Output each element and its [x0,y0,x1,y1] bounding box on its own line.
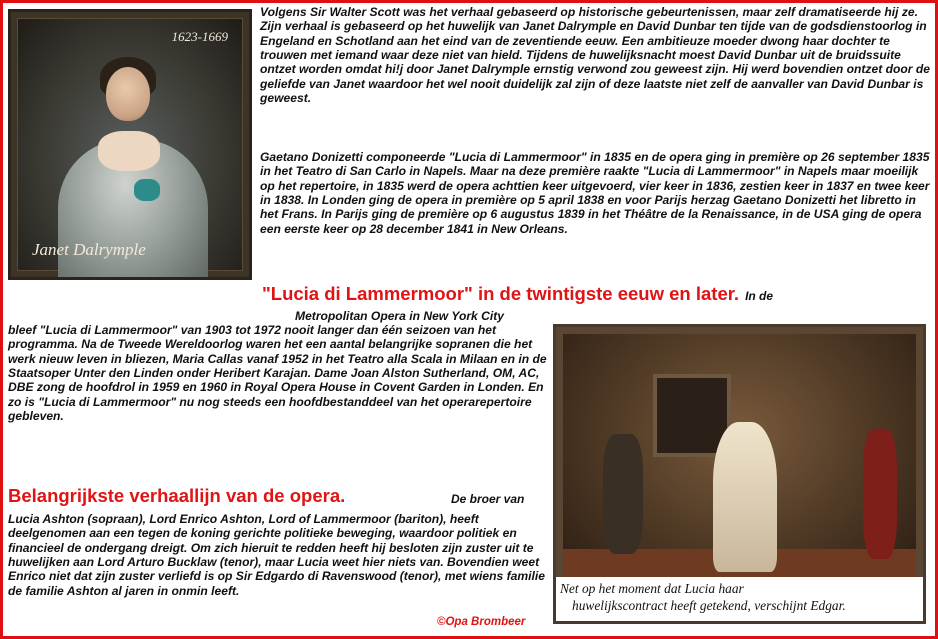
portrait-canvas [17,18,243,271]
portrait-janet-dalrymple [8,9,252,280]
portrait-face [106,67,150,121]
heading-storyline-title: Belangrijkste verhaallijn van de opera. [8,485,346,506]
paragraph-metropolitan: bleef "Lucia di Lammermoor" van 1903 tot 1972 nooit langer dan één seizoen van het programma. Na de Tweede Wereldoorlog waren het een aantal belangrijke sopranen die het werk nieuw leven in bliezen, Maria Callas vanaf 1952 in het Teatro alla Scala in Milaan en in de Staatsoper Unter den Linden onder Heribert Karajan. Dame Joan Alston Sutherland, OM, AC, DBE zong de hoofdrol in 1959 en 1960 in Royal Opera House in Covent Garden in Londen. En zo is "Lucia di Lammermoor" nu nog steeds een hoofdbestanddeel van het operarepertoire gebleven. [8,323,547,424]
paragraph-walter-scott: Volgens Sir Walter Scott was het verhaal gebaseerd op historische gebeurtenissen, maar zelf dramatiseerde hij ze. Zijn verhaal is gebaseerd op het huwelijk van Janet Dalrymple en David Dunbar ten tijde van de godsdienstoorlog in Engeland en Schotland aan het eind van de zeventiende eeuw. Een ambitieuze moeder dwong haar dochter te trouwen met iemand waar deze niet van hield. Tijdens de huwelijksnacht moest David Dunbar uit de bruidssuite ontzet worden omdat hi!j door Janet Dalrymple ernstig verwond zou geweest zijn. Hij werd bovendien ontzet door de geliefde van Janet waardoor het wel nooit duidelijk zal zijn of deze laatste niet zelf de aanvaller van David Dunbar is geweest. [260,5,930,106]
painting-scene [563,334,916,584]
painting-caption [556,577,923,621]
portrait-name: Janet Dalrymple [32,240,146,259]
painting-figure-left [603,434,643,554]
paragraph-donizetti: Gaetano Donizetti componeerde "Lucia di Lammermoor" in 1835 en de opera ging in première op 26 september 1835 in het Teatro di San Carlo in Napels. Maar na deze première raakte "Lucia di Lammermoor" in Napels maar moeilijk op het repertoire, in 1835 werd de opera achttien keer uitgevoerd, vier keer in 1836, zestien keer in 1837 en twee keer in 1838. In Londen ging de opera in première op 5 april 1838 en voor Parijs herzag Gaetano Donizetti het libretto in het Frans. In Parijs ging de première op 6 augustus 1839 in het Théâtre de la Renaissance, in de USA ging de opera een eerste keer op 28 december 1841 in New Orleans. [260,150,930,236]
paragraph-storyline: Lucia Ashton (sopraan), Lord Enrico Ashton, Lord of Lammermoor (bariton), heeft deelgenomen aan een tegen de koning gerichte politieke beweging, waardoor politiek en financieel de ondergang dreigt. Om zich hieruit te redden heeft hij besloten zijn zuster uit te huwelijken aan Lord Arturo Bucklaw (tenor), maar Lucia weet hier niets van. Bovendien weet Enrico niet dat zijn zuster verliefd is op Sir Edgardo di Ravenswood (tenor), met wiens familie de familie Ashton al jaren in onmin leeft. [8,512,545,598]
heading-twentieth-century-tail: In de [745,289,774,303]
painting-caption-line2: huwelijkscontract heeft getekend, verschijnt Edgar. [572,598,846,613]
heading-twentieth-century [262,283,773,305]
portrait-bow [134,179,160,201]
portrait-dates: 1623-1669 [171,29,228,44]
heading-twentieth-century-title: "Lucia di Lammermoor" in de twintigste eeuw en later. [262,283,740,304]
signature: ©Opa Brombeer [437,616,526,628]
painting-wedding-scene [553,324,926,624]
heading-storyline-tail: De broer van [451,492,525,506]
paragraph-metropolitan-first-line: Metropolitan Opera in New York City [295,309,504,323]
painting-figure-bride [713,422,777,572]
portrait-chest [98,131,160,171]
painting-figure-right [863,429,897,559]
heading-storyline [8,485,345,507]
painting-caption-line1: Net op het moment dat Lucia haar [560,581,744,596]
